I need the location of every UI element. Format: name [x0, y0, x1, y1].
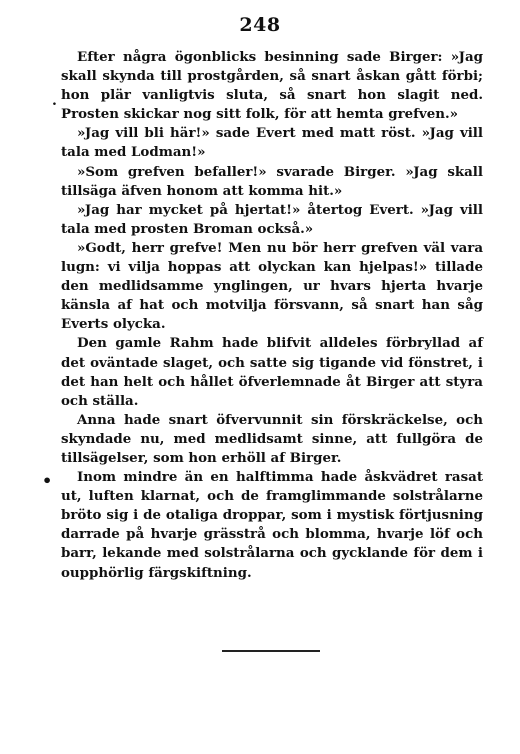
page-number: 248 — [239, 14, 281, 36]
paragraph: Inom mindre än en halftimma hade åskvädret rasat ut, luften klarnat, och de framglimmande solstrålarne bröto sig i de otaliga droppar, som i mystisk förtjusning darrade på hvarje grässtrå och blomma, hvarje löf och barr, lekande med solstrålarna och gycklande för dem i oupphörlig färgskiftning. — [61, 469, 483, 581]
paragraph: Efter några ögonblicks besinning sade Birger: »Jag skall skynda till prostgården, så snart åskan gått förbi; hon plär vanligtvis sluta, så snart hon slagit ned. Prosten skickar nog sitt folk, för att hemta grefven.» — [61, 49, 483, 123]
paragraph: »Som grefven befaller!» svarade Birger. »Jag skall tillsäga äfven honom att komma hit.» — [61, 163, 483, 199]
paragraph: »Jag vill bli här!» sade Evert med matt röst. »Jag vill tala med Lodman!» — [61, 125, 483, 161]
margin-mark: . — [52, 93, 57, 109]
margin-mark: • — [42, 471, 53, 490]
paragraph: »Godt, herr grefve! Men nu bör herr grefven väl vara lugn: vi vilja hoppas att olyckan kan hjelpas!» tillade den medlidsamme ynglingen, ur hvars hjerta hvarje känsla af hat och motvilja försvann, så snart han såg Everts olycka. — [61, 239, 483, 333]
body-text — [61, 48, 483, 583]
paragraph: Den gamle Rahm hade blifvit alldeles förbryllad af det oväntade slaget, och satte sig tigande vid fönstret, i det han helt och hållet öfverlemnade åt Birger att styra och ställa. — [61, 335, 483, 409]
paragraph: »Jag har mycket på hjertat!» återtog Evert. »Jag vill tala med prosten Broman också.» — [61, 201, 483, 237]
paragraph: Anna hade snart öfvervunnit sin förskräckelse, och skyndade nu, med medlidsamt sinne, att fullgöra de tillsägelser, som hon erhöll af Birger. — [61, 411, 483, 466]
end-rule — [222, 650, 320, 652]
